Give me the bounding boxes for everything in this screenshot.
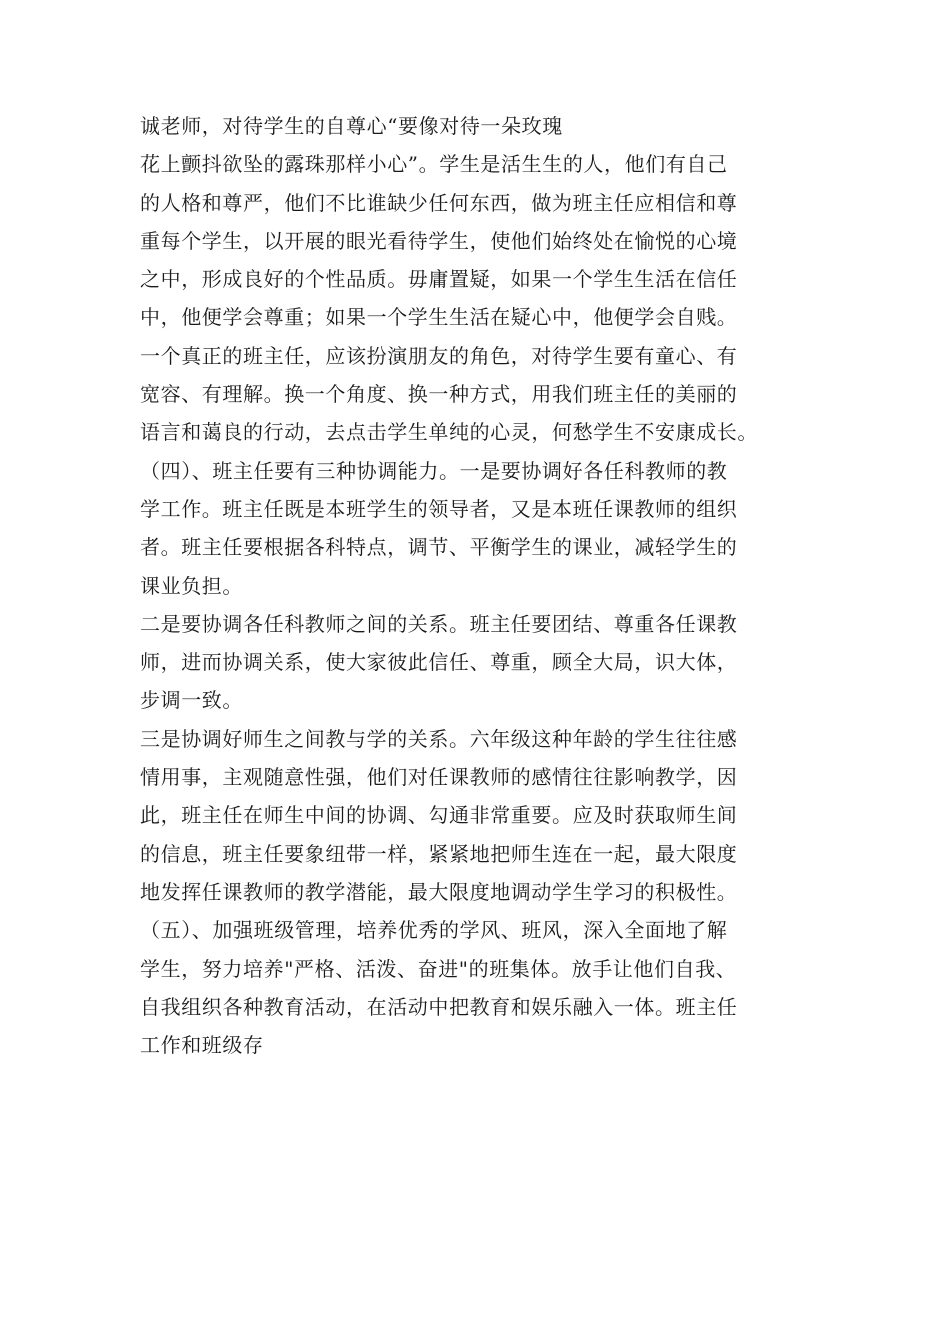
text-line: 花上颤抖欲坠的露珠那样小心”。学生是活生生的人，他们有自己 (140, 152, 728, 177)
text-line: 诚老师，对待学生的自尊心“要像对待一朵玫瑰 (140, 114, 563, 138)
text-line: 者。班主任要根据各科特点，调节、平衡学生的课业，减轻学生的 (140, 535, 738, 560)
text-line: 的人格和尊严，他们不比谁缺少任何东西，做为班主任应相信和尊 (140, 190, 738, 215)
text-line: 学生，努力培养"严格、活泼、奋进"的班集体。放手让他们自我、 (140, 956, 737, 981)
text-line: 课业负担。 (140, 573, 243, 598)
text-line: 重每个学生，以开展的眼光看待学生，使他们始终处在愉悦的心境 (140, 228, 738, 253)
text-line: 语言和蔼良的行动，去点击学生单纯的心灵，何愁学生不安康成长。 (140, 420, 758, 445)
text-line: 三是协调好师生之间教与学的关系。六年级这种年龄的学生往往感 (140, 726, 738, 751)
text-line: 自我组织各种教育活动，在活动中把教育和娱乐融入一体。班主任 (140, 994, 738, 1019)
text-line: 工作和班级存 (140, 1033, 264, 1058)
section-heading-line: （四）、班主任要有三种协调能力。一是要协调好各任科教师的教 (140, 458, 728, 483)
text-line: 的信息，班主任要象纽带一样，紧紧地把师生连在一起，最大限度 (140, 841, 738, 866)
text-line: 中，他便学会尊重；如果一个学生生活在疑心中，他便学会自贱。 (140, 305, 738, 330)
text-line: 宽容、有理解。换一个角度、换一种方式，用我们班主任的美丽的 (140, 382, 738, 407)
text-line: 师，进而协调关系，使大家彼此信任、尊重，顾全大局，识大体， (140, 650, 738, 675)
text-line: 情用事，主观随意性强，他们对任课教师的感情往往影响教学，因 (140, 765, 738, 790)
body-text (140, 107, 820, 1064)
text-line: 地发挥任课教师的教学潜能，最大限度地调动学生学习的积极性。 (140, 879, 738, 904)
section-heading-line: （五）、加强班级管理，培养优秀的学风、班风，深入全面地了解 (140, 918, 728, 943)
text-line: 学工作。班主任既是本班学生的领导者，又是本班任课教师的组织 (140, 496, 738, 521)
text-line: 此，班主任在师生中间的协调、勾通非常重要。应及时获取师生间 (140, 803, 738, 828)
text-line: 步调一致。 (140, 688, 243, 713)
text-line: 一个真正的班主任，应该扮演朋友的角色，对待学生要有童心、有 (140, 343, 738, 368)
text-line: 二是要协调各任科教师之间的关系。班主任要团结、尊重各任课教 (140, 611, 738, 636)
text-line: 之中，形成良好的个性品质。毋庸置疑，如果一个学生生活在信任 (140, 267, 738, 292)
